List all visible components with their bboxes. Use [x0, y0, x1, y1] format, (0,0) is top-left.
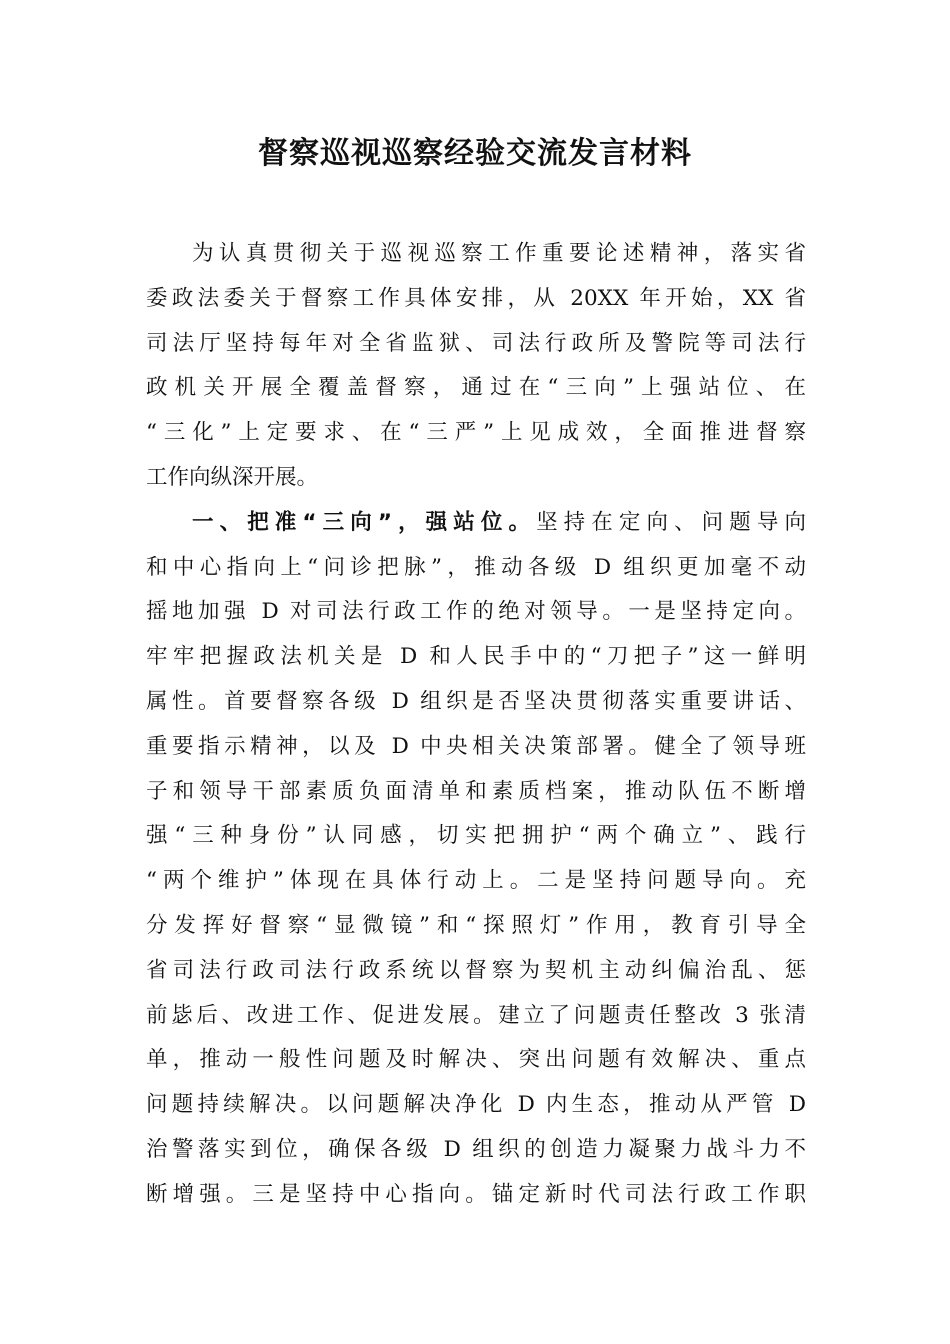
- text-line: 属性。首要督察各级 D 组织是否坚决贯彻落实重要讲话、: [146, 688, 806, 714]
- text-line: 政机关开展全覆盖督察，通过在“三向”上强站位、在: [146, 375, 806, 401]
- text-line: “三化”上定要求、在“三严”上见成效，全面推进督察: [146, 420, 806, 446]
- text-line: 前毖后、改进工作、促进发展。建立了问题责任整改 3 张清: [146, 1002, 806, 1028]
- text-line: 和中心指向上“问诊把脉”，推动各级 D 组织更加毫不动: [146, 554, 806, 580]
- text-line: 治警落实到位，确保各级 D 组织的创造力凝聚力战斗力不: [146, 1136, 806, 1162]
- text-line: 司法厅坚持每年对全省监狱、司法行政所及警院等司法行: [146, 330, 806, 356]
- document-title: 督察巡视巡察经验交流发言材料: [258, 136, 692, 171]
- text-line: 为认真贯彻关于巡视巡察工作重要论述精神，落实省: [192, 241, 806, 266]
- text-line: 摇地加强 D 对司法行政工作的绝对领导。一是坚持定向。: [146, 599, 806, 625]
- text-span: 坚持在定向、问题导向: [536, 509, 806, 535]
- text-line: 断增强。三是坚持中心指向。锚定新时代司法行政工作职: [146, 1181, 806, 1207]
- text-line: 强“三种身份”认同感，切实把拥护“两个确立”、践行: [146, 823, 806, 849]
- text-line: 子和领导干部素质负面清单和素质档案，推动队伍不断增: [146, 778, 806, 804]
- text-line: “两个维护”体现在具体行动上。二是坚持问题导向。充: [146, 868, 806, 894]
- text-line: 委政法委关于督察工作具体安排，从 20XX 年开始，XX 省: [146, 285, 806, 311]
- section-first-line: [146, 501, 806, 546]
- text-line: 牢牢把握政法机关是 D 和人民手中的“刀把子”这一鲜明: [146, 644, 806, 670]
- text-line: 问题持续解决。以问题解决净化 D 内生态，推动从严管 D: [146, 1092, 806, 1118]
- document-body: [146, 232, 806, 1218]
- text-line: 分发挥好督察“显微镜”和“探照灯”作用，教育引导全: [146, 912, 806, 938]
- text-line: 省司法行政司法行政系统以督察为契机主动纠偏治乱、惩: [146, 957, 806, 983]
- text-line: 重要指示精神，以及 D 中央相关决策部署。健全了领导班: [146, 733, 806, 759]
- section-heading: 一、把准“三向”，强站位。: [192, 509, 537, 535]
- text-line: 工作向纵深开展。: [146, 464, 319, 490]
- text-line: 单，推动一般性问题及时解决、突出问题有效解决、重点: [146, 1047, 806, 1073]
